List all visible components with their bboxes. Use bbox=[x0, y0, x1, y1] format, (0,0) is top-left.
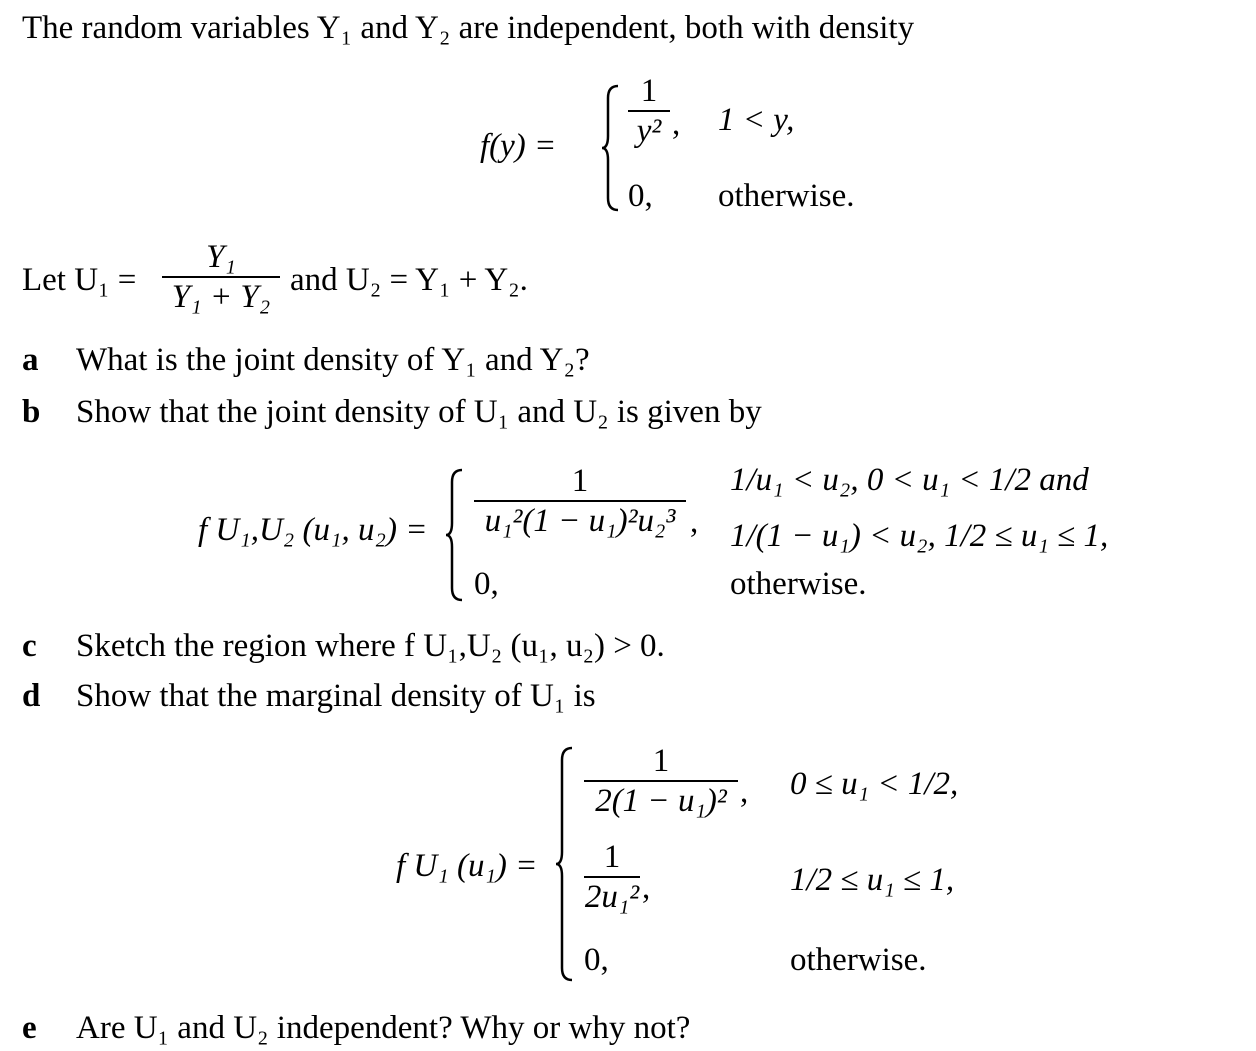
u1-fraction bbox=[162, 238, 280, 316]
marginal-zero-cond: otherwise. bbox=[790, 942, 927, 978]
marginal-case2-den: 2u₁² bbox=[584, 879, 640, 915]
intro-text: The random variables Y₁ and Y₂ are independent, both with density bbox=[22, 10, 915, 46]
part-c-text: Sketch the region where f U₁,U₂ (u₁, u₂) > 0. bbox=[76, 628, 665, 664]
marginal-lhs: f U₁ (u₁) = bbox=[396, 848, 538, 884]
u1-den: Y₁ + Y₂ bbox=[171, 279, 271, 315]
joint-num: 1 bbox=[571, 463, 589, 499]
joint-zero: 0, bbox=[474, 566, 499, 602]
joint-cond1: 1/u₁ < u₂, 0 < u₁ < 1/2 and bbox=[730, 462, 1089, 498]
marginal-case1-fraction bbox=[584, 742, 738, 820]
let-suffix: and U₂ = Y₁ + Y₂. bbox=[290, 262, 528, 298]
part-a-text: What is the joint density of Y₁ and Y₂? bbox=[76, 342, 590, 378]
f-def-case1-fraction bbox=[628, 72, 670, 150]
f-def-case2-val: 0, bbox=[628, 178, 653, 214]
part-d-text: Show that the marginal density of U₁ is bbox=[76, 678, 596, 714]
f-def-case1-num: 1 bbox=[640, 73, 658, 109]
marginal-case1-cond: 0 ≤ u₁ < 1/2, bbox=[790, 766, 959, 802]
u1-num: Y₁ bbox=[206, 239, 236, 275]
marginal-case2-comma: , bbox=[642, 870, 651, 906]
part-c-label: c bbox=[22, 628, 37, 664]
joint-lhs: f U₁,U₂ (u₁, u₂) = bbox=[198, 512, 428, 548]
marginal-case2-num: 1 bbox=[603, 839, 621, 875]
f-def-case1-cond: 1 < y, bbox=[718, 102, 795, 138]
f-def-case1-comma: , bbox=[672, 106, 681, 142]
joint-den: u₁²(1 − u₁)²u₂³ bbox=[484, 503, 676, 539]
marginal-brace bbox=[554, 746, 576, 982]
part-e-label: e bbox=[22, 1010, 37, 1046]
f-def-brace bbox=[600, 84, 622, 212]
marginal-zero: 0, bbox=[584, 942, 609, 978]
part-e-text: Are U₁ and U₂ independent? Why or why not? bbox=[76, 1010, 691, 1046]
marginal-case2-cond: 1/2 ≤ u₁ ≤ 1, bbox=[790, 862, 955, 898]
joint-fraction bbox=[474, 462, 686, 540]
let-prefix: Let U₁ = bbox=[22, 262, 137, 298]
marginal-case1-comma: , bbox=[740, 774, 749, 810]
joint-comma: , bbox=[690, 504, 699, 540]
marginal-case1-num: 1 bbox=[652, 743, 670, 779]
marginal-case1-den: 2(1 − u₁)² bbox=[595, 783, 727, 819]
joint-cond2: 1/(1 − u₁) < u₂, 1/2 ≤ u₁ ≤ 1, bbox=[730, 518, 1109, 554]
part-d-label: d bbox=[22, 678, 41, 714]
f-def-case2-cond: otherwise. bbox=[718, 178, 855, 214]
joint-zero-cond: otherwise. bbox=[730, 566, 867, 602]
joint-brace bbox=[444, 468, 466, 602]
marginal-case2-fraction bbox=[584, 838, 640, 916]
part-a-label: a bbox=[22, 342, 39, 378]
part-b-label: b bbox=[22, 394, 41, 430]
part-b-text: Show that the joint density of U₁ and U₂ is given by bbox=[76, 394, 762, 430]
f-def-case1-den: y² bbox=[636, 113, 662, 149]
f-def-lhs: f(y) = bbox=[480, 128, 557, 164]
